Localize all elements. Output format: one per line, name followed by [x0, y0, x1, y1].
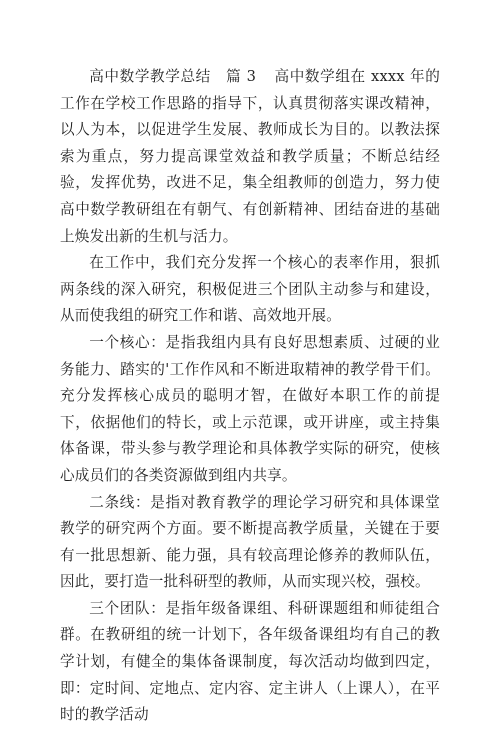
- paragraph-text: 高中数学组在 xxxx 年的工作在学校工作思路的指导下，认真贯彻落实课改精神，以人为本，以促进学生发展、教师成长为目的。以教法探索为重点，努力提高课堂效益和教学质量；不断总结经验，发挥优势，改进不足，集全组教师的创造力，努力使高中数学教研组在有朝气、有创新精神、团结奋进的基础上焕发出新的生机与活力。: [60, 68, 441, 245]
- document-body: [60, 64, 440, 729]
- paragraph: 一个核心：是指我组内具有良好思想素质、过硬的业务能力、踏实的'工作作风和不断进取精神的教学骨干们。充分发挥核心成员的聪明才智，在做好本职工作的前提下，依据他们的特长，或上示范课，或开讲座，或主持集体备课，带头参与教学理论和具体教学实际的研究，使核心成员们的各类资源做到组内共享。: [60, 333, 440, 484]
- paragraph: 三个团队：是指年级备课组、科研课题组和师徒组合群。在教研组的统一计划下，各年级备课组均有自己的教学计划，有健全的集体备课制度，每次活动均做到四定，即：定时间、定地点、定内容、定主讲人（上课人），在平时的教学活动: [60, 599, 440, 724]
- intro-paragraph: [60, 64, 440, 250]
- paragraph: 在工作中，我们充分发挥一个核心的表率作用，狠抓两条线的深入研究，积极促进三个团队主动参与和建设，从而使我组的研究工作和谐、高效地开展。: [60, 254, 440, 325]
- paragraph: 二条线：是指对教育教学的理论学习研究和具体课堂教学的研究两个方面。要不断提高教学质量，关键在于要有一批思想新、能力强，具有较高理论修养的教师队伍，因此，要打造一批科研型的教师，从而实现兴校，强校。: [60, 493, 440, 591]
- document-title: 高中数学教学总结 篇 3: [89, 68, 257, 85]
